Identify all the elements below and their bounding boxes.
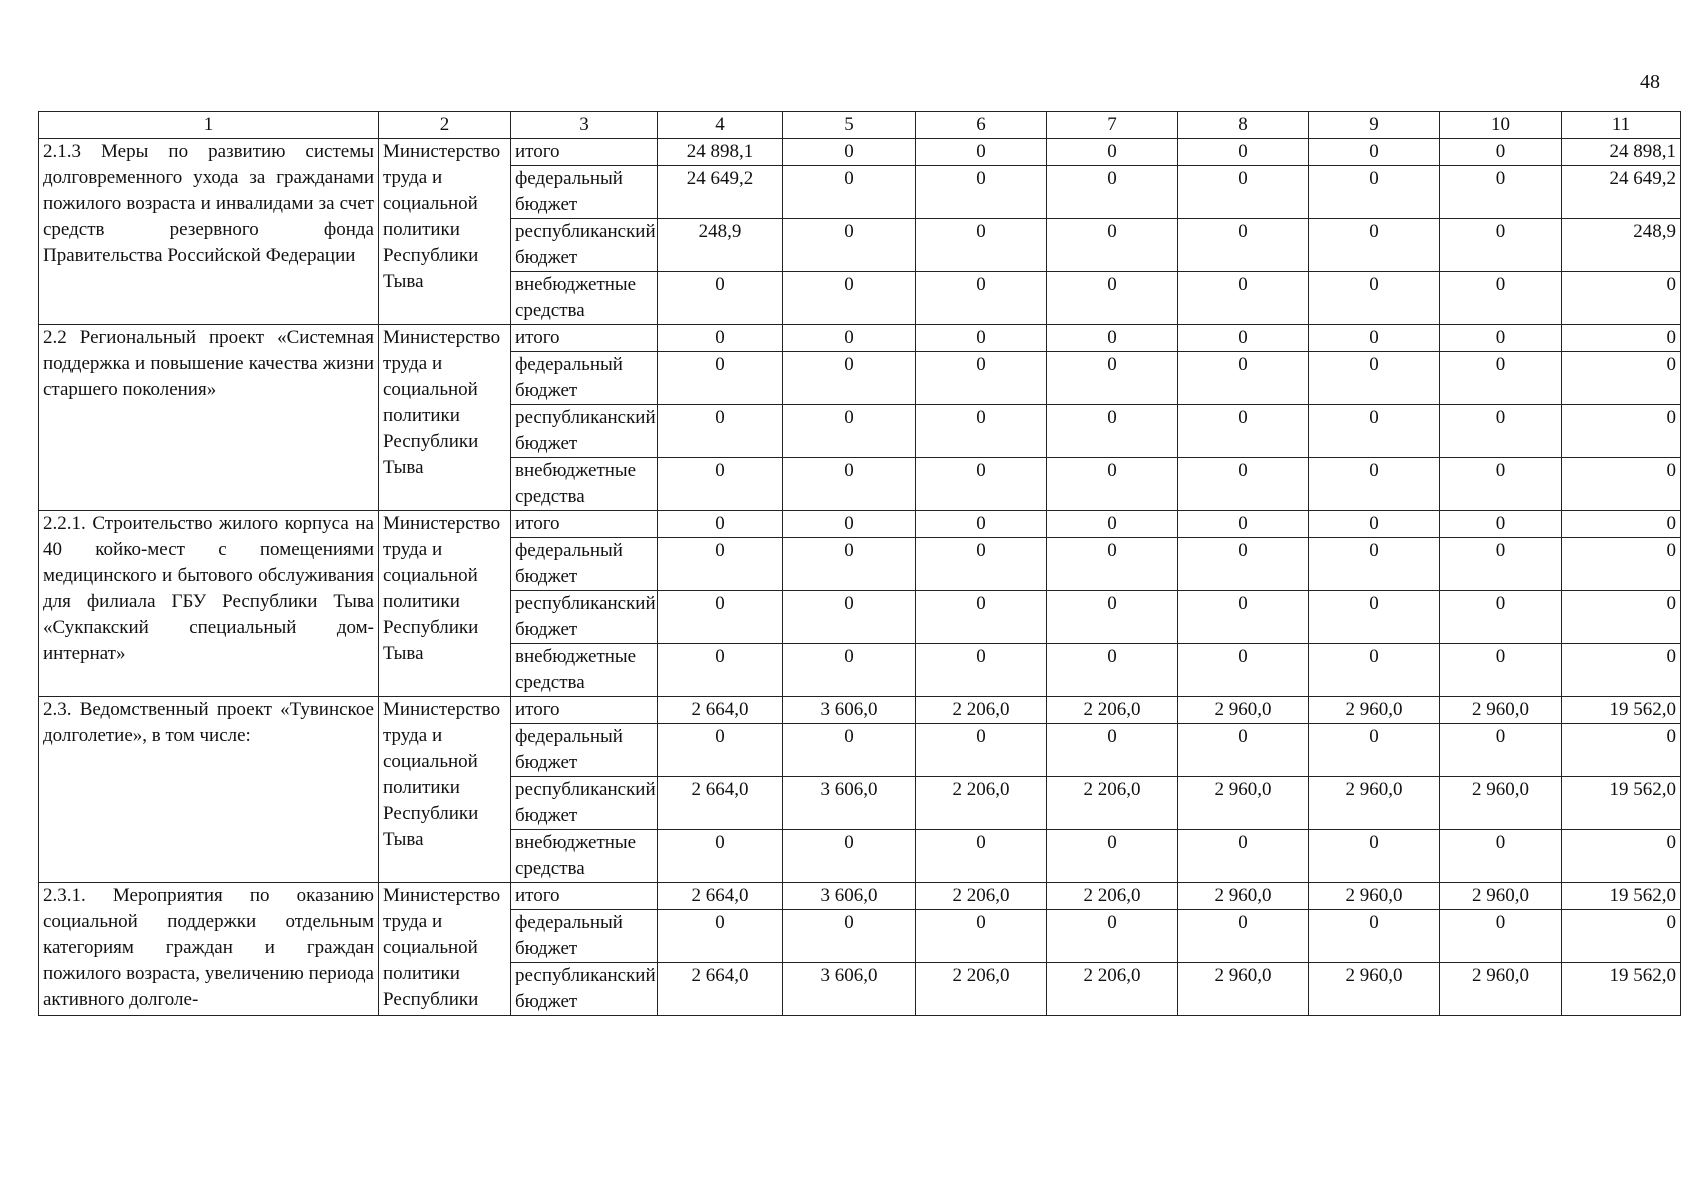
measure-name-cell: 2.2 Региональный проект «Системная поддержка и повышение качества жизни старшего поколения» [39,325,379,511]
value-cell: 0 [1178,139,1309,166]
header-cell: 11 [1562,112,1681,139]
value-cell: 2 206,0 [916,697,1047,724]
total-value-cell: 0 [1562,644,1681,697]
header-cell: 4 [658,112,783,139]
funding-source-cell: итого [511,139,658,166]
funding-source-cell: итого [511,883,658,910]
value-cell: 0 [1440,352,1562,405]
executor-cell: Министерство труда и социальной политики Республики Тыва [379,325,511,511]
value-cell: 0 [1178,166,1309,219]
value-cell: 2 664,0 [658,963,783,1016]
value-cell: 0 [1309,830,1440,883]
funding-source-cell: республиканский бюджет [511,219,658,272]
funding-source-cell: республиканский бюджет [511,405,658,458]
value-cell: 0 [1309,511,1440,538]
value-cell: 24 898,1 [658,139,783,166]
funding-source-cell: внебюджетные средства [511,272,658,325]
value-cell: 0 [783,139,916,166]
funding-source-cell: федеральный бюджет [511,166,658,219]
total-value-cell: 0 [1562,405,1681,458]
value-cell: 2 206,0 [1047,697,1178,724]
total-value-cell: 19 562,0 [1562,777,1681,830]
value-cell: 0 [783,591,916,644]
value-cell: 0 [916,219,1047,272]
value-cell: 0 [658,830,783,883]
total-value-cell: 0 [1562,272,1681,325]
executor-cell: Министерство труда и социальной политики Республики Тыва [379,139,511,325]
value-cell: 0 [916,830,1047,883]
measure-name-cell: 2.1.3 Меры по развитию системы долговременного ухода за гражданами пожилого возраста и инвалидами за счет средств резервного фонда Правительства Российской Федерации [39,139,379,325]
executor-cell: Министерство труда и социальной политики Республики [379,883,511,1016]
value-cell: 0 [1178,511,1309,538]
total-value-cell: 0 [1562,591,1681,644]
header-row [39,112,1681,139]
measure-name-cell: 2.2.1. Строительство жилого корпуса на 40 койко-мест с помещениями медицинского и бытового обслуживания для филиала ГБУ Республики Тыва «Сукпакский специальный дом-интернат» [39,511,379,697]
value-cell: 0 [916,538,1047,591]
header-cell: 8 [1178,112,1309,139]
value-cell: 0 [1440,511,1562,538]
value-cell: 0 [1178,458,1309,511]
value-cell: 248,9 [658,219,783,272]
value-cell: 2 206,0 [1047,883,1178,910]
value-cell: 0 [1440,591,1562,644]
value-cell: 0 [916,139,1047,166]
table-body [39,112,1681,1016]
value-cell: 0 [658,910,783,963]
value-cell: 0 [783,910,916,963]
value-cell: 0 [1309,166,1440,219]
value-cell: 2 206,0 [916,963,1047,1016]
value-cell: 0 [916,325,1047,352]
value-cell: 0 [1440,139,1562,166]
value-cell: 0 [1178,405,1309,458]
value-cell: 0 [658,724,783,777]
header-cell: 9 [1309,112,1440,139]
value-cell: 0 [1309,910,1440,963]
value-cell: 2 960,0 [1178,777,1309,830]
value-cell: 0 [1047,910,1178,963]
page-number: 48 [1640,71,1660,93]
executor-cell: Министерство труда и социальной политики Республики Тыва [379,511,511,697]
value-cell: 0 [1178,910,1309,963]
total-value-cell: 19 562,0 [1562,697,1681,724]
value-cell: 0 [916,644,1047,697]
value-cell: 0 [1440,219,1562,272]
value-cell: 2 960,0 [1440,697,1562,724]
value-cell: 0 [1309,458,1440,511]
value-cell: 0 [1440,830,1562,883]
funding-source-cell: республиканский бюджет [511,963,658,1016]
budget-table [38,111,1681,1016]
value-cell: 2 206,0 [1047,777,1178,830]
funding-source-cell: федеральный бюджет [511,352,658,405]
total-value-cell: 0 [1562,830,1681,883]
header-cell: 3 [511,112,658,139]
funding-source-cell: республиканский бюджет [511,777,658,830]
executor-cell: Министерство труда и социальной политики Республики Тыва [379,697,511,883]
value-cell: 0 [1309,644,1440,697]
value-cell: 2 960,0 [1440,883,1562,910]
value-cell: 0 [783,458,916,511]
funding-source-cell: итого [511,697,658,724]
value-cell: 0 [1047,830,1178,883]
value-cell: 2 960,0 [1309,777,1440,830]
header-cell: 7 [1047,112,1178,139]
value-cell: 0 [916,458,1047,511]
measure-name-cell: 2.3.1. Мероприятия по оказанию социальной поддержки отдельным категориям граждан и граждан пожилого возраста, увеличению периода активного долголе- [39,883,379,1016]
value-cell: 0 [1047,458,1178,511]
value-cell: 0 [1178,724,1309,777]
value-cell: 0 [783,405,916,458]
total-value-cell: 248,9 [1562,219,1681,272]
value-cell: 0 [1440,272,1562,325]
table-row [39,139,1681,166]
total-value-cell: 0 [1562,325,1681,352]
value-cell: 0 [1309,139,1440,166]
value-cell: 2 206,0 [916,777,1047,830]
value-cell: 0 [1047,352,1178,405]
funding-source-cell: итого [511,325,658,352]
total-value-cell: 19 562,0 [1562,883,1681,910]
value-cell: 2 206,0 [1047,963,1178,1016]
value-cell: 0 [1440,910,1562,963]
funding-source-cell: федеральный бюджет [511,724,658,777]
value-cell: 2 960,0 [1178,883,1309,910]
table-row [39,883,1681,910]
value-cell: 0 [783,511,916,538]
value-cell: 0 [1178,538,1309,591]
value-cell: 0 [1309,325,1440,352]
funding-source-cell: республиканский бюджет [511,591,658,644]
header-cell: 1 [39,112,379,139]
value-cell: 0 [1440,405,1562,458]
value-cell: 0 [916,272,1047,325]
measure-name-cell: 2.3. Ведомственный проект «Тувинское долголетие», в том числе: [39,697,379,883]
value-cell: 0 [1440,325,1562,352]
value-cell: 0 [783,272,916,325]
value-cell: 2 206,0 [916,883,1047,910]
value-cell: 0 [1309,591,1440,644]
funding-source-cell: итого [511,511,658,538]
total-value-cell: 0 [1562,724,1681,777]
value-cell: 2 664,0 [658,697,783,724]
value-cell: 0 [658,325,783,352]
value-cell: 0 [1178,830,1309,883]
funding-source-cell: внебюджетные средства [511,644,658,697]
value-cell: 0 [1309,724,1440,777]
value-cell: 0 [1178,219,1309,272]
value-cell: 0 [916,591,1047,644]
value-cell: 2 960,0 [1178,697,1309,724]
header-cell: 2 [379,112,511,139]
value-cell: 0 [916,511,1047,538]
value-cell: 0 [658,458,783,511]
total-value-cell: 0 [1562,458,1681,511]
value-cell: 0 [783,325,916,352]
total-value-cell: 0 [1562,538,1681,591]
value-cell: 0 [783,219,916,272]
value-cell: 0 [1047,219,1178,272]
value-cell: 0 [916,405,1047,458]
total-value-cell: 0 [1562,910,1681,963]
value-cell: 0 [1309,352,1440,405]
value-cell: 3 606,0 [783,963,916,1016]
value-cell: 0 [1047,644,1178,697]
value-cell: 0 [1047,405,1178,458]
value-cell: 0 [1178,272,1309,325]
value-cell: 0 [1178,591,1309,644]
value-cell: 0 [1440,166,1562,219]
value-cell: 0 [1309,538,1440,591]
table-row [39,325,1681,352]
total-value-cell: 24 898,1 [1562,139,1681,166]
value-cell: 0 [1440,458,1562,511]
value-cell: 3 606,0 [783,883,916,910]
value-cell: 3 606,0 [783,777,916,830]
value-cell: 0 [1047,591,1178,644]
value-cell: 24 649,2 [658,166,783,219]
value-cell: 0 [658,272,783,325]
value-cell: 0 [1309,219,1440,272]
value-cell: 0 [1047,272,1178,325]
header-cell: 10 [1440,112,1562,139]
funding-source-cell: федеральный бюджет [511,910,658,963]
value-cell: 2 960,0 [1309,883,1440,910]
value-cell: 0 [1309,405,1440,458]
value-cell: 0 [1178,644,1309,697]
value-cell: 2 960,0 [1178,963,1309,1016]
value-cell: 0 [1309,272,1440,325]
value-cell: 0 [658,405,783,458]
value-cell: 0 [1047,724,1178,777]
value-cell: 3 606,0 [783,697,916,724]
value-cell: 0 [1440,538,1562,591]
value-cell: 0 [916,910,1047,963]
value-cell: 0 [783,538,916,591]
value-cell: 0 [658,591,783,644]
value-cell: 0 [783,352,916,405]
value-cell: 0 [1047,166,1178,219]
value-cell: 0 [1047,325,1178,352]
value-cell: 0 [658,352,783,405]
value-cell: 0 [1440,724,1562,777]
total-value-cell: 24 649,2 [1562,166,1681,219]
value-cell: 0 [783,644,916,697]
value-cell: 0 [783,830,916,883]
funding-source-cell: внебюджетные средства [511,830,658,883]
value-cell: 0 [916,352,1047,405]
value-cell: 0 [916,724,1047,777]
funding-source-cell: внебюджетные средства [511,458,658,511]
value-cell: 2 960,0 [1309,697,1440,724]
value-cell: 0 [1178,352,1309,405]
value-cell: 2 664,0 [658,883,783,910]
value-cell: 0 [658,511,783,538]
value-cell: 2 960,0 [1309,963,1440,1016]
value-cell: 0 [783,166,916,219]
funding-source-cell: федеральный бюджет [511,538,658,591]
value-cell: 0 [1047,139,1178,166]
value-cell: 0 [783,724,916,777]
value-cell: 2 664,0 [658,777,783,830]
table-row [39,511,1681,538]
value-cell: 0 [1440,644,1562,697]
value-cell: 0 [1178,325,1309,352]
value-cell: 2 960,0 [1440,777,1562,830]
value-cell: 0 [1047,538,1178,591]
value-cell: 0 [1047,511,1178,538]
value-cell: 0 [658,644,783,697]
value-cell: 0 [658,538,783,591]
total-value-cell: 0 [1562,352,1681,405]
table-row [39,697,1681,724]
total-value-cell: 0 [1562,511,1681,538]
header-cell: 5 [783,112,916,139]
value-cell: 2 960,0 [1440,963,1562,1016]
header-cell: 6 [916,112,1047,139]
total-value-cell: 19 562,0 [1562,963,1681,1016]
value-cell: 0 [916,166,1047,219]
